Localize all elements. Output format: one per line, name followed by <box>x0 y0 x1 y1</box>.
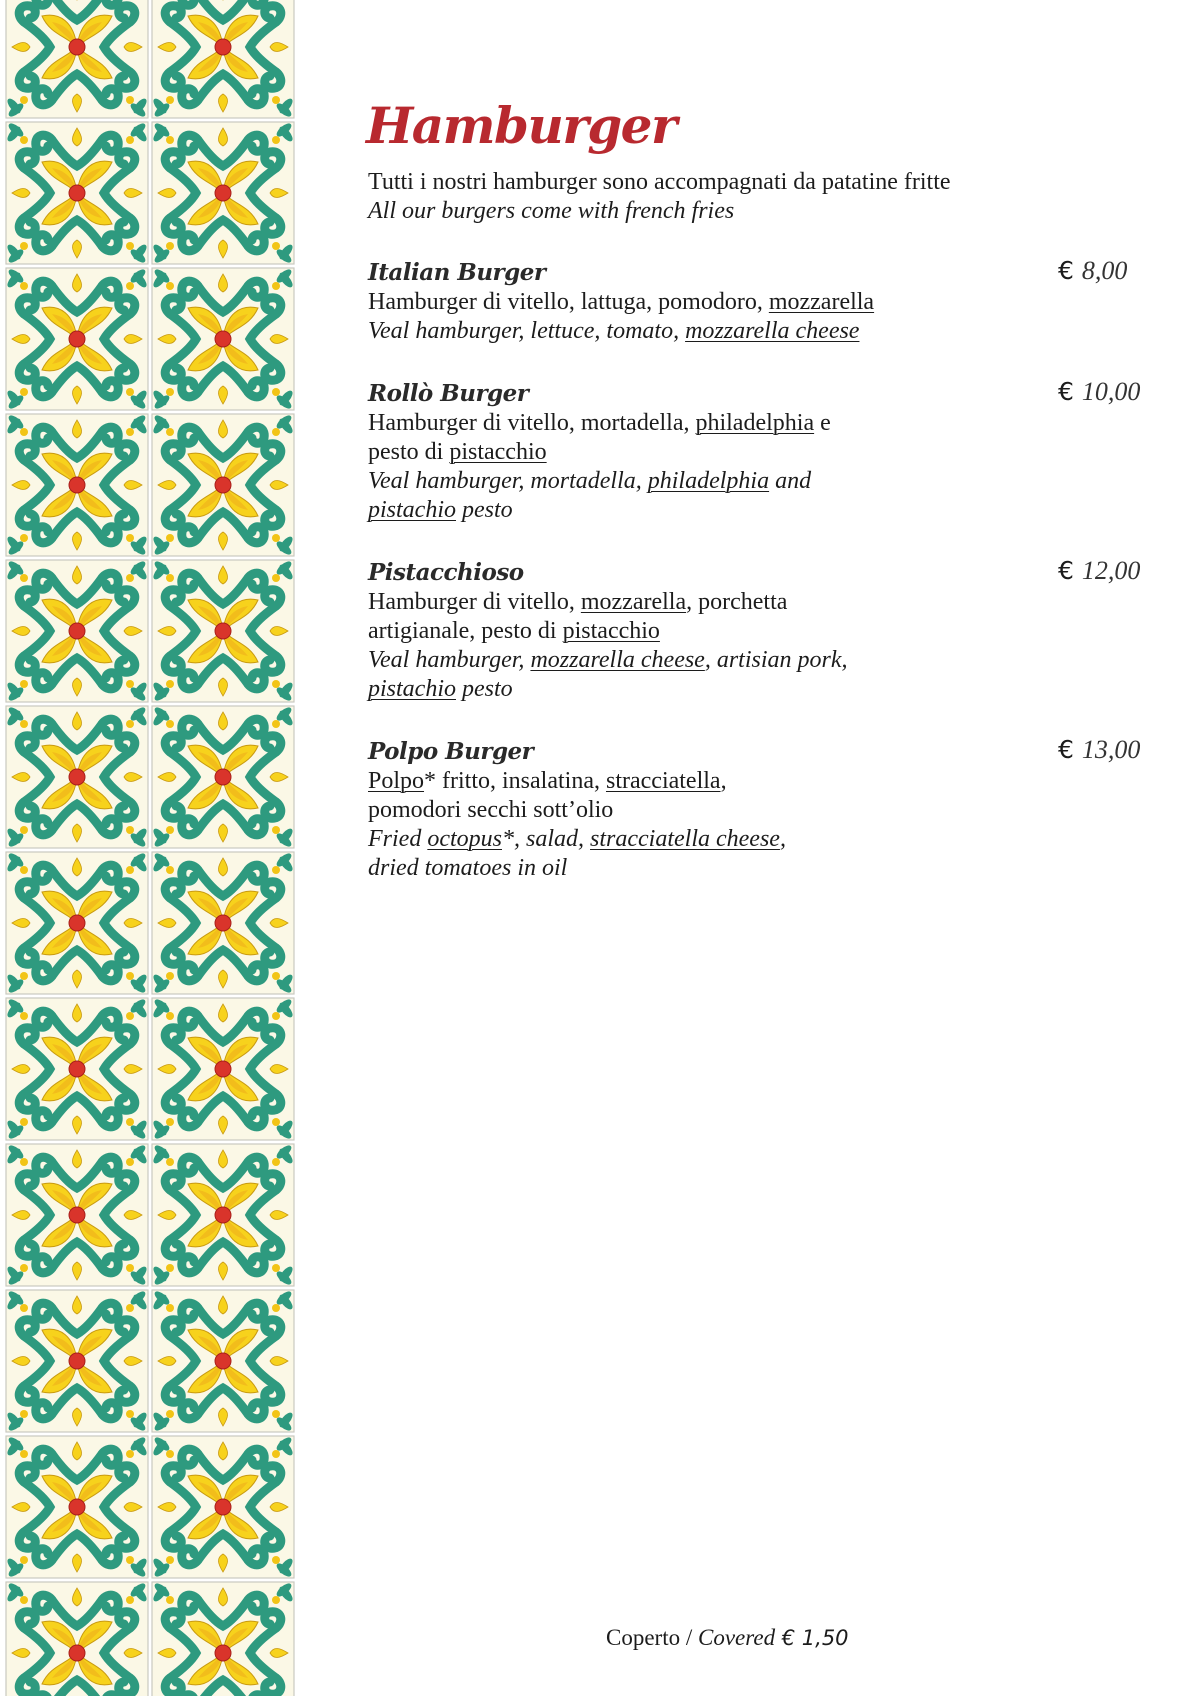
price-amount: 10,00 <box>1081 377 1141 406</box>
description-text: Veal hamburger, <box>368 647 531 673</box>
description-text: , porchetta <box>686 589 788 615</box>
highlighted-ingredient: philadelphia <box>647 468 770 494</box>
menu-item-name: Rollò Burger <box>368 380 529 407</box>
menu-item <box>368 258 1158 346</box>
menu-item-name: Polpo Burger <box>368 738 534 765</box>
description-text: Veal hamburger, lettuce, tomato, <box>368 318 686 344</box>
description-text: artigianale, pesto di <box>368 618 563 644</box>
description-text: dried tomatoes in oil <box>368 855 568 881</box>
menu-item-description-en <box>368 467 1158 525</box>
highlighted-ingredient: octopus <box>427 826 502 852</box>
menu-item <box>368 737 1158 883</box>
euro-currency-icon: € <box>1058 735 1074 764</box>
highlighted-ingredient: mozzarella cheese <box>685 318 860 344</box>
majolica-flower-tile-icon <box>0 0 298 1696</box>
price-amount: 12,00 <box>1081 556 1141 585</box>
description-line <box>368 288 1158 317</box>
description-line <box>368 409 1158 438</box>
description-line <box>368 317 1158 346</box>
description-line <box>368 588 1158 617</box>
description-text: , artisian pork, <box>704 647 848 673</box>
description-line <box>368 496 1158 525</box>
description-text: pesto di <box>368 439 450 465</box>
highlighted-ingredient: pistacchio <box>449 439 547 465</box>
menu-item-description-en <box>368 646 1158 704</box>
menu-item-price <box>1058 556 1168 586</box>
menu-item-price <box>1058 377 1168 407</box>
description-line <box>368 854 1158 883</box>
description-text: Hamburger di vitello, <box>368 589 581 615</box>
description-text: * fritto, insalatina, <box>424 768 606 794</box>
page-title: Hamburger <box>366 96 676 155</box>
menu-item-name: Pistacchioso <box>368 559 524 586</box>
description-text: Hamburger di vitello, lattuga, pomodoro, <box>368 289 769 315</box>
price-amount: 8,00 <box>1081 256 1128 285</box>
menu-item-description-it <box>368 767 1158 825</box>
highlighted-ingredient: mozzarella <box>768 289 875 315</box>
intro-text-en: All our burgers come with french fries <box>368 198 735 224</box>
menu-item-description-it <box>368 288 1158 317</box>
description-text: pesto <box>456 676 513 702</box>
description-text: , <box>779 826 786 852</box>
menu-item-price <box>1058 256 1168 286</box>
menu-item <box>368 558 1158 704</box>
highlighted-ingredient: stracciatella cheese <box>590 826 780 852</box>
cover-label-en: Covered <box>698 1625 776 1650</box>
price-amount: 13,00 <box>1081 735 1141 764</box>
cover-separator: / <box>680 1625 698 1650</box>
menu-item-description-en <box>368 317 1158 346</box>
euro-currency-icon: € <box>1058 256 1074 285</box>
intro-note <box>368 168 951 226</box>
cover-charge <box>606 1623 849 1653</box>
menu-item-description-it <box>368 409 1158 467</box>
menu-item-description-it <box>368 588 1158 646</box>
highlighted-ingredient: pistacchio <box>562 618 660 644</box>
description-line <box>368 675 1158 704</box>
highlighted-ingredient: pistachio <box>368 497 456 523</box>
cover-label-it: Coperto <box>606 1625 681 1650</box>
description-text: Fried <box>368 826 428 852</box>
euro-currency-icon: € <box>1058 377 1074 406</box>
menu-item-name: Italian Burger <box>368 259 546 286</box>
description-line <box>368 825 1158 854</box>
highlighted-ingredient: mozzarella <box>580 589 687 615</box>
highlighted-ingredient: stracciatella <box>605 768 721 794</box>
description-line <box>368 767 1158 796</box>
description-text: Veal hamburger, mortadella, <box>368 468 648 494</box>
description-line <box>368 467 1158 496</box>
menu-item-price <box>1058 735 1168 765</box>
description-text: Hamburger di vitello, mortadella, <box>368 410 696 436</box>
description-text: *, salad, <box>502 826 591 852</box>
description-text: pomodori secchi sott’olio <box>368 797 614 823</box>
highlighted-ingredient: Polpo <box>368 768 425 794</box>
description-line <box>368 617 1158 646</box>
menu-item-description-en <box>368 825 1158 883</box>
highlighted-ingredient: pistachio <box>368 676 456 702</box>
description-text: e <box>814 410 831 436</box>
description-text: pesto <box>456 497 513 523</box>
menu-item <box>368 379 1158 525</box>
highlighted-ingredient: mozzarella cheese <box>530 647 705 673</box>
intro-text-it: Tutti i nostri hamburger sono accompagnati da patatine fritte <box>368 169 951 195</box>
description-text: , <box>720 768 727 794</box>
description-line <box>368 438 1158 467</box>
description-line <box>368 796 1158 825</box>
decorative-tile-border <box>0 0 298 1696</box>
euro-currency-icon: € <box>1058 556 1074 585</box>
description-line <box>368 646 1158 675</box>
highlighted-ingredient: philadelphia <box>695 410 815 436</box>
cover-fee: € 1,50 <box>775 1626 849 1650</box>
description-text: and <box>769 468 812 494</box>
